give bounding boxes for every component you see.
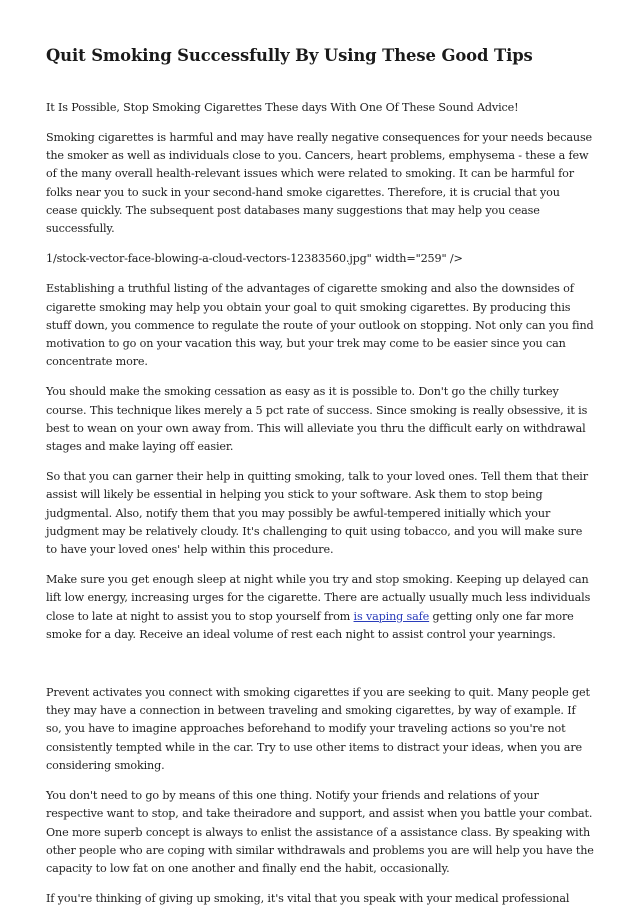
subtitle: It Is Possible, Stop Smoking Cigarettes These days With One Of These Sound Advice! (46, 101, 519, 114)
paragraph-2: 1/stock-vector-face-blowing-a-cloud-vectors-12383560.jpg" width="259" /> (46, 252, 463, 266)
paragraph-6-text-before: Make sure you get enough sleep at night while you try and stop smoking. Keeping up delayed can lift low energy, increasing urges for the cigarette. There are actually usually much less individuals close to late at night to assist you to stop yourself from (46, 573, 591, 623)
paragraph-7: Prevent activates you connect with smoking cigarettes if you are seeking to quit. Many people get they may have a connection in between traveling and smoking cigarettes, by way of example. If so, you have to imagine approaches beforehand to modify your traveling actions so you're not consistently tempted while in the car. Try to use other items to distract your ideas, when you are considering smoking. (46, 686, 590, 772)
paragraph-4: You should make the smoking cessation as easy as it is possible to. Don't go the chilly turkey course. This technique likes merely a 5 pct rate of success. Since smoking is really obsessive, it is best to wean on your own away from. This will alleviate you thru the difficult early on withdrawal stages and make laying off easier. (46, 385, 588, 454)
page-title: Quit Smoking Successfully By Using These Good Tips (46, 46, 533, 65)
paragraph-5: So that you can garner their help in quitting smoking, talk to your loved ones. Tell them that their assist will likely be essential in helping you stick to your software. Ask them to stop being judgmental. Also, notify them that you may possibly be awful-tempered initially which your judgment may be relatively cloudy. It's challenging to quit using tobacco, and you will make sure to have your loved ones' help within this procedure. (46, 470, 588, 557)
document-page (46, 46, 594, 908)
paragraph-8: You don't need to go by means of this one thing. Notify your friends and relations of your respective want to stop, and take theiradore and support, and assist when you battle your combat. One more superb concept is always to enlist the assistance of a assistance class. By speaking with other people who are coping with similar withdrawals and problems you are will help you have the capacity to low fat on one another and finally end the habit, occasionally. (46, 789, 594, 875)
is-vaping-safe-link[interactable]: is vaping safe (353, 609, 430, 623)
paragraph-6-text-after: getting only one far more smoke for a day. Receive an ideal volume of rest each night to assist control your yearnings. (46, 609, 574, 641)
paragraph-3: Establishing a truthful listing of the advantages of cigarette smoking and also the downsides of cigarette smoking may help you obtain your goal to quit smoking cigarettes. By producing this stuff down, you commence to regulate the route of your outlook on stopping. Not only can you find motivation to go on your vacation this way, but your trek may come to be easier since you can concentrate more. (46, 282, 594, 369)
paragraph-6 (46, 571, 594, 644)
paragraph-9: If you're thinking of giving up smoking, it's vital that you speak with your medical professional (46, 892, 570, 906)
paragraph-1: Smoking cigarettes is harmful and may have really negative consequences for your needs because the smoker as well as individuals close to you. Cancers, heart problems, emphysema - these a few of the many overall health-relevant issues which were related to smoking. It can be harmful for folks near you to suck in your second-hand smoke cigarettes. Therefore, it is crucial that you cease quickly. The subsequent post databases many suggestions that may help you cease successfully. (46, 131, 593, 236)
